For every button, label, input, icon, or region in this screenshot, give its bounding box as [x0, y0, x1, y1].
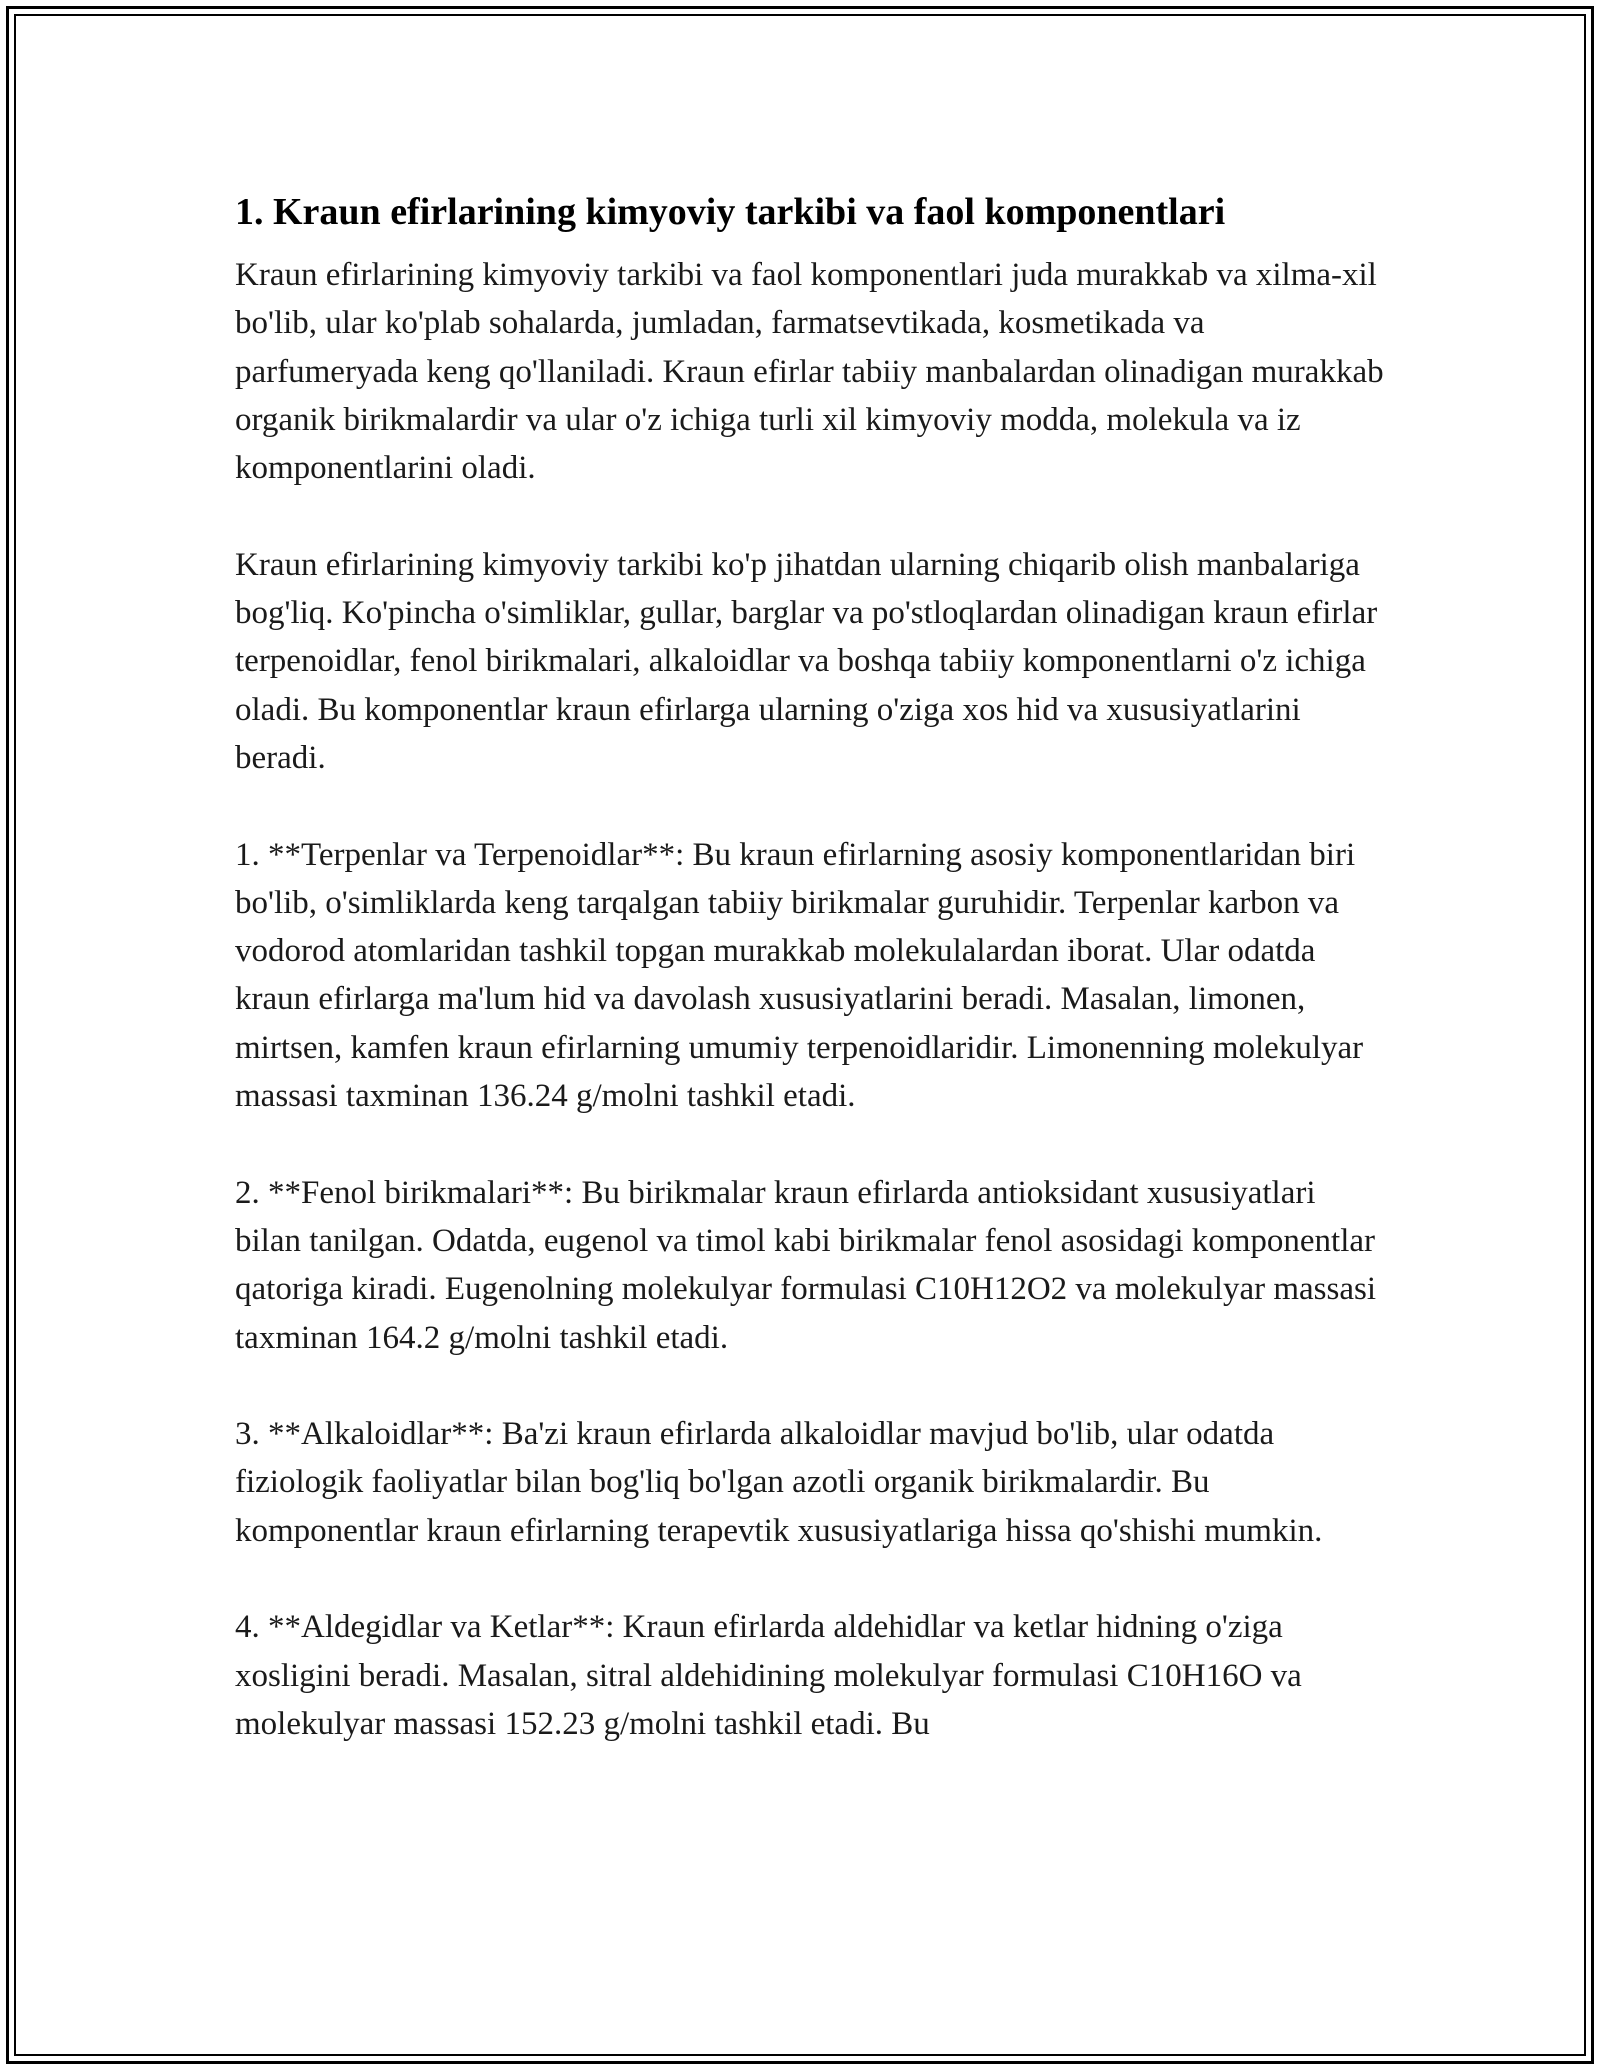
paragraph-terpenes: 1. **Terpenlar va Terpenoidlar**: Bu kraun efirlarning asosiy komponentlaridan biri bo'lib, o'simliklarda keng tarqalgan tabiiy birikmalar guruhidir. Terpenlar karbon va vodorod atomlaridan tashkil topgan murakkab molekulalardan iborat. Ular odatda kraun efirlarga ma'lum hid va davolash xususiyatlarini beradi. Masalan, limonen, mirtsen, kamfen kraun efirlarning umumiy terpenoidlaridir. Limonenning molekulyar massasi taxminan 136.24 g/molni tashkil etadi.: [235, 836, 1364, 1115]
paragraph-sources: Kraun efirlarining kimyoviy tarkibi ko'p jihatdan ularning chiqarib olish manbalariga bog'liq. Ko'pincha o'simliklar, gullar, barglar va po'stloqlardan olinadigan kraun efirlar terpenoidlar, fenol birikmalari, alkaloidlar va boshqa tabiiy komponentlarni o'z ichiga oladi. Bu komponentlar kraun efirlarga ularning o'ziga xos hid va xususiyatlarini beradi.: [235, 546, 1378, 776]
document-body: [235, 185, 1385, 1797]
paragraph-alkaloids: 3. **Alkaloidlar**: Ba'zi kraun efirlarda alkaloidlar mavjud bo'lib, ular odatda fiziologik faoliyatlar bilan bog'liq bo'lgan azotli organik birikmalardir. Bu komponentlar kraun efirlarning terapevtik xususiyatlariga hissa qo'shishi mumkin.: [235, 1416, 1323, 1549]
paragraph-intro: Kraun efirlarining kimyoviy tarkibi va faol komponentlari juda murakkab va xilma-xil bo'lib, ular ko'plab sohalarda, jumladan, farmatsevtikada, kosmetikada va parfumeryada keng qo'llaniladi. Kraun efirlar tabiiy manbalardan olinadigan murakkab organik birikmalardir va ular o'z ichiga turli xil kimyoviy modda, molekula va iz komponentlarini oladi.: [235, 257, 1384, 487]
paragraph-aldehydes: 4. **Aldegidlar va Ketlar**: Kraun efirlarda aldehidlar va ketlar hidning o'ziga xosligini beradi. Masalan, sitral aldehidining molekulyar formulasi C10H16O va molekulyar massasi 152.23 g/molni tashkil etadi. Bu: [235, 1609, 1302, 1742]
document-title: 1. Kraun efirlarining kimyoviy tarkibi va faol komponentlari: [235, 191, 1226, 233]
paragraph-phenols: 2. **Fenol birikmalari**: Bu birikmalar kraun efirlarda antioksidant xususiyatlari bilan tanilgan. Odatda, eugenol va timol kabi birikmalar fenol asosidagi komponentlar qatoriga kiradi. Eugenolning molekulyar formulasi C10H12O2 va molekulyar massasi taxminan 164.2 g/molni tashkil etadi.: [235, 1174, 1377, 1356]
